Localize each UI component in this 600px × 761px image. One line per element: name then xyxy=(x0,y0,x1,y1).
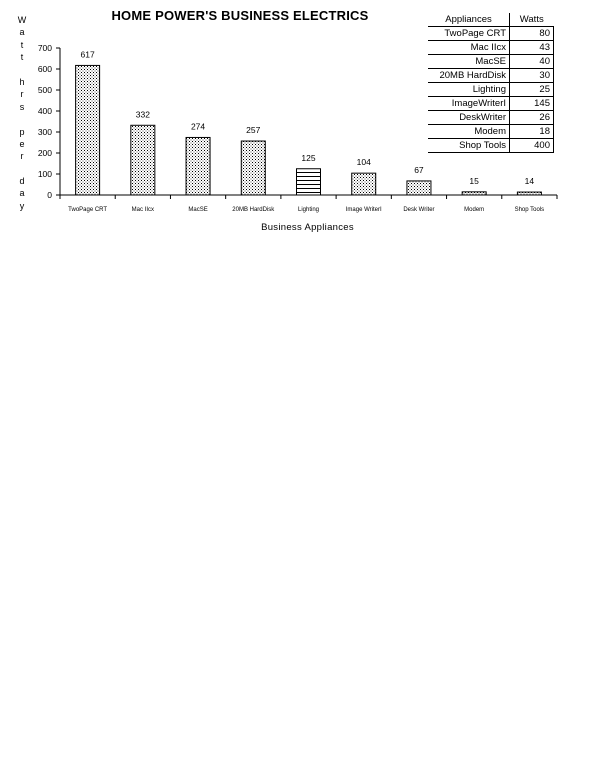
bar-value-label: 617 xyxy=(80,49,95,60)
bar xyxy=(462,192,486,195)
y-axis-label-letter: t xyxy=(20,39,24,50)
category-label: Modem xyxy=(464,207,485,213)
category-label: Image WriterI xyxy=(345,207,382,213)
appliance-name-cell: Modem xyxy=(428,125,510,139)
bar-value-label: 104 xyxy=(356,157,371,168)
bar xyxy=(517,192,541,195)
appliance-name-cell: Mac IIcx xyxy=(428,41,510,55)
y-axis-label-letter: a xyxy=(19,188,25,199)
y-tick-label: 700 xyxy=(37,43,52,53)
category-label: Shop Tools xyxy=(514,207,545,213)
chart-title: HOME POWER'S BUSINESS ELECTRICS xyxy=(111,8,369,23)
y-axis-label-letter: h xyxy=(19,76,25,87)
y-tick-label: 100 xyxy=(37,169,52,179)
bar xyxy=(407,181,431,195)
category-label: MacSE xyxy=(188,207,208,213)
table-row xyxy=(428,97,554,111)
table-row xyxy=(428,69,554,83)
bar-value-label: 332 xyxy=(135,109,150,120)
table-row xyxy=(428,55,554,69)
category-label: 20MB HardDisk xyxy=(232,207,275,213)
watts-cell: 145 xyxy=(510,97,554,111)
watts-cell: 30 xyxy=(510,69,554,83)
watts-cell: 40 xyxy=(510,55,554,69)
y-tick-label: 400 xyxy=(37,106,52,116)
appliance-watts-table xyxy=(428,13,554,153)
category-label: Lighting xyxy=(297,207,320,213)
bar-value-label: 125 xyxy=(301,152,316,163)
bar xyxy=(76,65,100,195)
category-label: Mac IIcx xyxy=(131,207,155,213)
category-label: Desk Writer xyxy=(403,207,435,213)
y-axis-label-letter: e xyxy=(19,138,25,149)
y-axis-label-letter: a xyxy=(19,27,25,38)
bar-value-label: 14 xyxy=(524,176,535,187)
bar-value-label: 15 xyxy=(469,175,479,186)
bar-value-label: 257 xyxy=(246,125,261,136)
bar xyxy=(352,173,376,195)
bar xyxy=(186,137,210,195)
y-axis-label-letter: t xyxy=(20,52,24,63)
table-row xyxy=(428,27,554,41)
column-header-appliances: Appliances xyxy=(428,13,510,27)
watts-cell: 25 xyxy=(510,83,554,97)
y-tick-label: 600 xyxy=(37,64,52,74)
y-axis-label-letter: r xyxy=(20,89,24,100)
y-axis-label-letter: y xyxy=(19,200,25,211)
watts-cell: 43 xyxy=(510,41,554,55)
table-row xyxy=(428,139,554,153)
table-row xyxy=(428,41,554,55)
appliance-name-cell: Lighting xyxy=(428,83,510,97)
y-axis-label-letter: s xyxy=(19,101,25,112)
appliance-name-cell: ImageWriterI xyxy=(428,97,510,111)
table-row xyxy=(428,111,554,125)
y-tick-label: 300 xyxy=(37,127,52,137)
y-tick-label: 200 xyxy=(37,148,52,158)
table-row xyxy=(428,83,554,97)
bar xyxy=(297,169,321,195)
watts-cell: 80 xyxy=(510,27,554,41)
column-header-watts: Watts xyxy=(510,13,554,27)
appliance-name-cell: Shop Tools xyxy=(428,139,510,153)
y-axis-label-letter: W xyxy=(17,15,27,25)
y-tick-label: 0 xyxy=(47,190,52,200)
y-axis-label-letter: p xyxy=(19,126,25,137)
x-axis-label: Business Appliances xyxy=(261,222,354,233)
watts-cell: 400 xyxy=(510,139,554,153)
category-label: TwoPage CRT xyxy=(68,207,108,213)
bar xyxy=(241,141,265,195)
appliance-name-cell: MacSE xyxy=(428,55,510,69)
table-header-row xyxy=(428,13,554,27)
bar-value-label: 274 xyxy=(190,121,206,132)
bar-value-label: 67 xyxy=(414,164,424,175)
appliance-name-cell: TwoPage CRT xyxy=(428,27,510,41)
y-axis-label-letter: d xyxy=(19,176,25,187)
watts-cell: 18 xyxy=(510,125,554,139)
y-axis-label-letter: r xyxy=(20,151,24,162)
appliance-name-cell: 20MB HardDisk xyxy=(428,69,510,83)
bar xyxy=(131,125,155,195)
watts-cell: 26 xyxy=(510,111,554,125)
appliance-name-cell: DeskWriter xyxy=(428,111,510,125)
y-tick-label: 500 xyxy=(37,85,52,95)
table-row xyxy=(428,125,554,139)
